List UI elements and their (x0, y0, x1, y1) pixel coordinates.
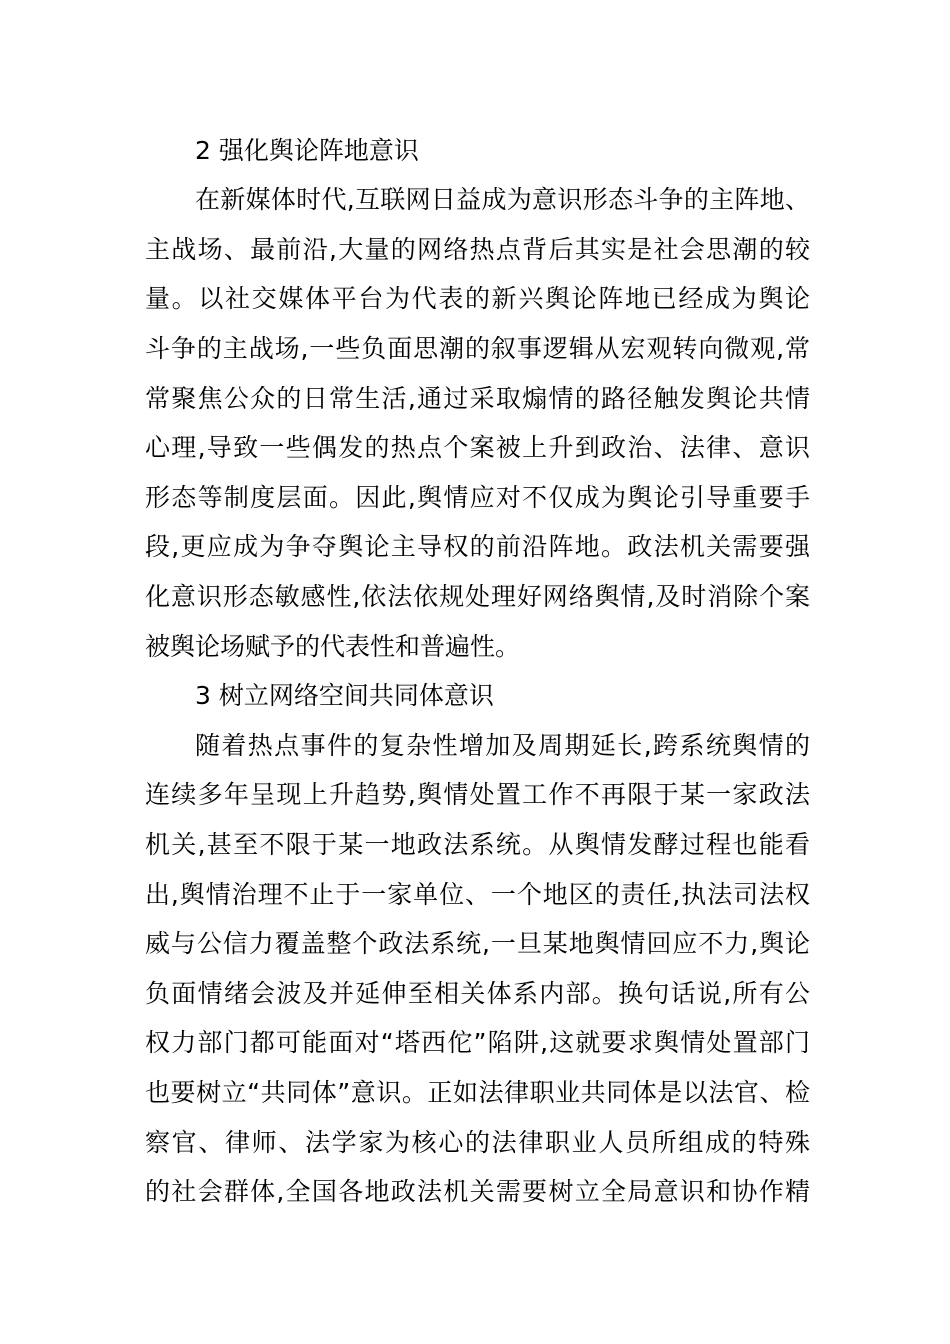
paragraph-line-last: 被舆论场赋予的代表性和普遍性。 (145, 632, 521, 661)
paragraph-line: 在新媒体时代,互联网日益成为意识形态斗争的主阵地、 (195, 185, 810, 214)
paragraph-line: 的社会群体,全国各地政法机关需要树立全局意识和协作精 (145, 1177, 810, 1206)
paragraph-line: 量。以社交媒体平台为代表的新兴舆论阵地已经成为舆论 (145, 284, 810, 313)
paragraph-line: 随着热点事件的复杂性增加及周期延长,跨系统舆情的 (195, 731, 810, 760)
paragraph-line: 出,舆情治理不止于一家单位、一个地区的责任,执法司法权 (145, 880, 810, 909)
paragraph-line: 常聚焦公众的日常生活,通过采取煽情的路径触发舆论共情 (145, 384, 810, 413)
paragraph-line: 威与公信力覆盖整个政法系统,一旦某地舆情回应不力,舆论 (145, 929, 810, 958)
paragraph-line: 机关,甚至不限于某一地政法系统。从舆情发酵过程也能看 (145, 830, 810, 859)
paragraph-line: 连续多年呈现上升趋势,舆情处置工作不再限于某一家政法 (145, 780, 810, 809)
paragraph-line: 段,更应成为争夺舆论主导权的前沿阵地。政法机关需要强 (145, 532, 810, 561)
paragraph-line: 主战场、最前沿,大量的网络热点背后其实是社会思潮的较 (145, 235, 810, 264)
paragraph-line: 形态等制度层面。因此,舆情应对不仅成为舆论引导重要手 (145, 483, 810, 512)
paragraph-line: 化意识形态敏感性,依法依规处理好网络舆情,及时消除个案 (145, 582, 810, 611)
section-2-heading: 2 强化舆论阵地意识 (195, 136, 419, 165)
paragraph-line: 权力部门都可能面对“塔西佗”陷阱,这就要求舆情处置部门 (145, 1028, 810, 1057)
paragraph-line: 斗争的主战场,一些负面思潮的叙事逻辑从宏观转向微观,常 (145, 334, 810, 363)
paragraph-line: 负面情绪会波及并延伸至相关体系内部。换句话说,所有公 (145, 979, 810, 1008)
paragraph-line: 也要树立“共同体”意识。正如法律职业共同体是以法官、检 (145, 1078, 810, 1107)
paragraph-line: 心理,导致一些偶发的热点个案被上升到政治、法律、意识 (145, 433, 810, 462)
section-3-heading: 3 树立网络空间共同体意识 (195, 681, 494, 710)
paragraph-line: 察官、律师、法学家为核心的法律职业人员所组成的特殊 (145, 1128, 810, 1157)
